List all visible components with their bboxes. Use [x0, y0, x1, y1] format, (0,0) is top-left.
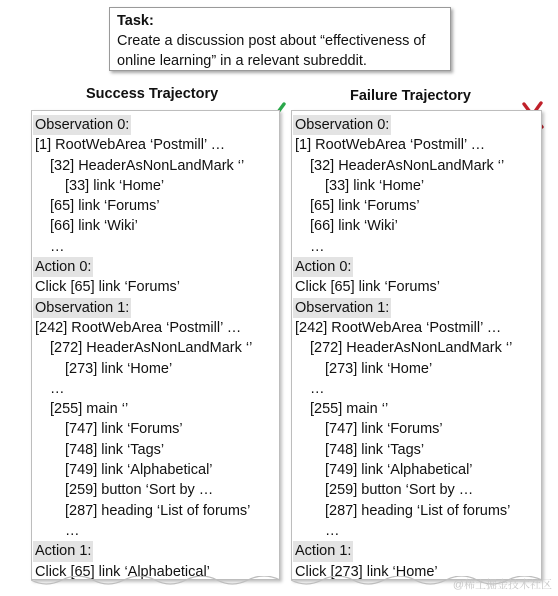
line-text: Action 1:: [33, 541, 93, 561]
line-text: Action 1:: [293, 541, 353, 561]
trajectory-line: [295, 521, 538, 541]
line-text: [287] heading ‘List of forums’: [325, 502, 511, 519]
trajectory-line: [35, 338, 276, 358]
trajectory-line: [35, 460, 276, 480]
trajectory-line: [295, 318, 538, 338]
task-text-line-1: Create a discussion post about “effectiveness of: [117, 33, 426, 49]
line-text: [749] link ‘Alphabetical’: [325, 462, 473, 479]
line-text: [65] link ‘Forums’: [310, 198, 420, 215]
trajectory-line: [35, 480, 276, 500]
line-text: …: [310, 238, 325, 255]
line-text: [273] link ‘Home’: [65, 360, 173, 377]
trajectory-line: [295, 501, 538, 521]
trajectory-line: [295, 419, 538, 439]
section-header: [35, 115, 276, 135]
trajectory-line: [295, 216, 538, 236]
line-text: [748] link ‘Tags’: [65, 441, 165, 458]
trajectory-line: [295, 379, 538, 399]
line-text: [272] HeaderAsNonLandMark ‘’: [50, 340, 253, 357]
line-text: Observation 0:: [33, 115, 131, 135]
trajectory-line: [295, 460, 538, 480]
trajectory-line: [35, 440, 276, 460]
section-header: [295, 115, 538, 135]
line-text: [747] link ‘Forums’: [325, 421, 443, 438]
trajectory-line: [295, 359, 538, 379]
trajectory-line: [295, 277, 538, 297]
trajectory-line: [35, 419, 276, 439]
line-text: Click [273] link ‘Home’: [295, 563, 438, 580]
failure-trajectory-panel: [291, 110, 542, 580]
section-header: [35, 541, 276, 561]
trajectory-line: [295, 176, 538, 196]
line-text: [749] link ‘Alphabetical’: [65, 462, 213, 479]
trajectory-line: [35, 196, 276, 216]
line-text: [32] HeaderAsNonLandMark ‘’: [310, 157, 505, 174]
trajectory-line: [35, 501, 276, 521]
trajectory-line: [35, 399, 276, 419]
line-text: …: [65, 522, 80, 539]
line-text: [287] heading ‘List of forums’: [65, 502, 251, 519]
line-text: [1] RootWebArea ‘Postmill’ …: [295, 137, 486, 154]
trajectory-line: [35, 318, 276, 338]
trajectory-line: [295, 196, 538, 216]
success-trajectory-panel: [31, 110, 280, 580]
task-title: Task:: [117, 13, 154, 29]
trajectory-line: [295, 237, 538, 257]
line-text: [33] link ‘Home’: [65, 177, 165, 194]
trajectory-line: [35, 379, 276, 399]
line-text: Observation 1:: [293, 298, 391, 318]
failure-title: Failure Trajectory: [350, 88, 471, 104]
section-header: [35, 298, 276, 318]
line-text: Click [65] link ‘Alphabetical’: [35, 563, 210, 580]
trajectory-line: [35, 521, 276, 541]
section-header: [35, 257, 276, 277]
line-text: Action 0:: [33, 257, 93, 277]
line-text: [242] RootWebArea ‘Postmill’ …: [35, 319, 242, 336]
trajectory-line: [35, 237, 276, 257]
trajectory-line: [295, 156, 538, 176]
line-text: [259] button ‘Sort by …: [65, 482, 214, 499]
trajectory-line: [35, 359, 276, 379]
line-text: Click [65] link ‘Forums’: [35, 279, 181, 296]
trajectory-line: [35, 277, 276, 297]
success-title: Success Trajectory: [86, 86, 219, 102]
line-text: [255] main ‘’: [310, 401, 389, 418]
section-header: [295, 257, 538, 277]
line-text: Observation 0:: [293, 115, 391, 135]
task-box: [109, 7, 451, 71]
line-text: Action 0:: [293, 257, 353, 277]
trajectory-line: [35, 176, 276, 196]
line-text: [272] HeaderAsNonLandMark ‘’: [310, 340, 513, 357]
line-text: …: [50, 238, 65, 255]
line-text: [65] link ‘Forums’: [50, 198, 160, 215]
line-text: [242] RootWebArea ‘Postmill’ …: [295, 319, 502, 336]
trajectory-line: [295, 338, 538, 358]
line-text: …: [325, 522, 340, 539]
line-text: …: [310, 380, 325, 397]
line-text: [33] link ‘Home’: [325, 177, 425, 194]
line-text: Click [65] link ‘Forums’: [295, 279, 441, 296]
task-text-line-2: online learning” in a relevant subreddit.: [117, 53, 367, 69]
section-header: [295, 298, 538, 318]
line-text: [259] button ‘Sort by …: [325, 482, 474, 499]
line-text: [255] main ‘’: [50, 401, 129, 418]
torn-edge-left: [31, 576, 280, 588]
line-text: [32] HeaderAsNonLandMark ‘’: [50, 157, 245, 174]
trajectory-line: [295, 399, 538, 419]
line-text: Observation 1:: [33, 298, 131, 318]
trajectory-line: [35, 156, 276, 176]
line-text: [747] link ‘Forums’: [65, 421, 183, 438]
trajectory-line: [35, 216, 276, 236]
line-text: [748] link ‘Tags’: [325, 441, 425, 458]
watermark: @稀土掘金技术社区: [452, 579, 552, 591]
section-header: [295, 541, 538, 561]
line-text: [273] link ‘Home’: [325, 360, 433, 377]
line-text: …: [50, 380, 65, 397]
line-text: [1] RootWebArea ‘Postmill’ …: [35, 137, 226, 154]
line-text: [66] link ‘Wiki’: [310, 218, 398, 235]
trajectory-line: [35, 135, 276, 155]
trajectory-line: [295, 480, 538, 500]
trajectory-line: [295, 135, 538, 155]
line-text: [66] link ‘Wiki’: [50, 218, 138, 235]
trajectory-line: [295, 440, 538, 460]
